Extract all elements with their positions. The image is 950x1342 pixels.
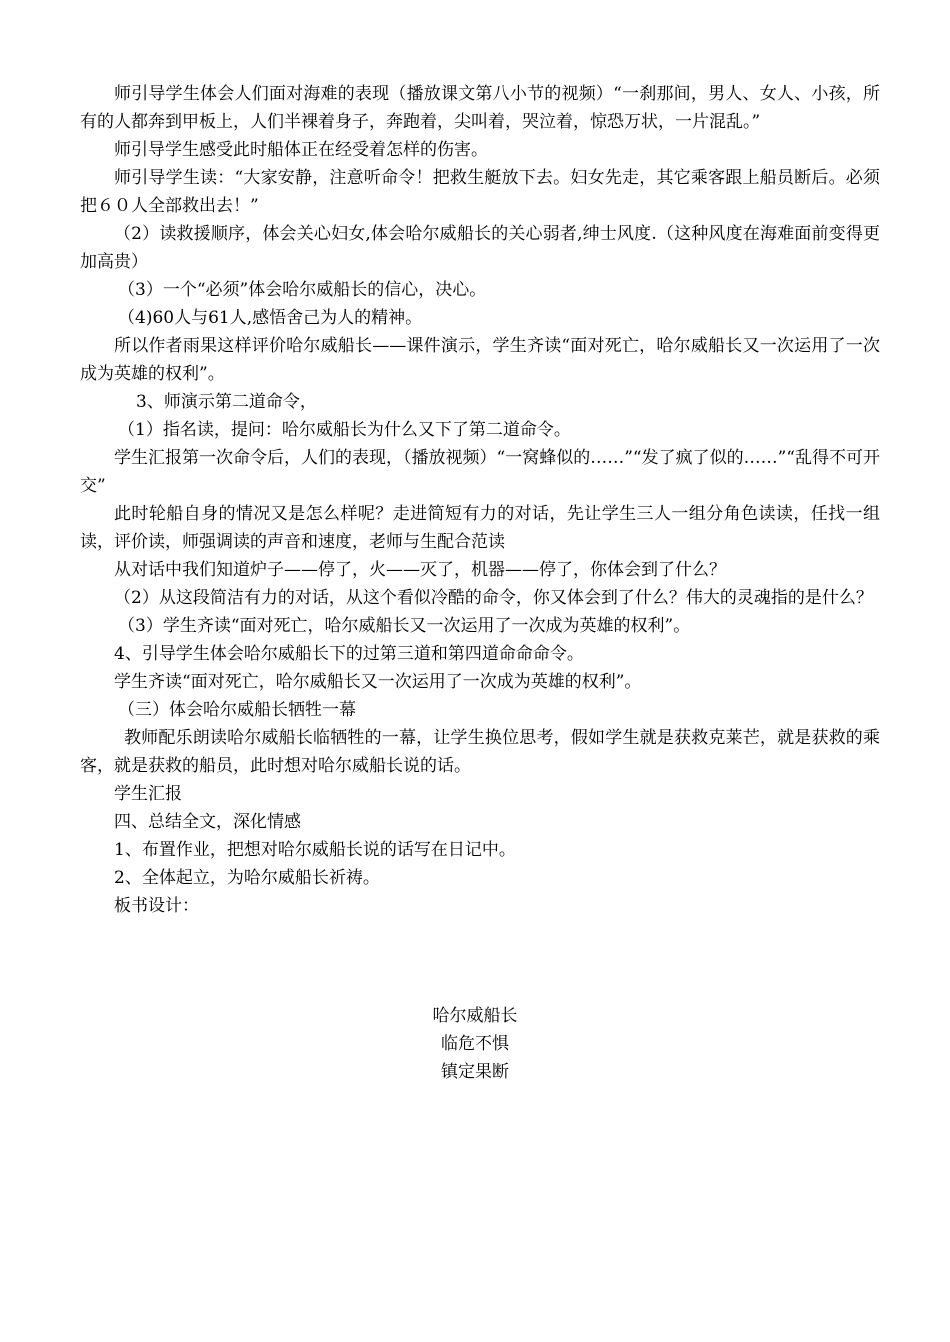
- paragraph: 3、师演示第二道命令，: [136, 392, 317, 412]
- paragraph: 师引导学生体会人们面对海难的表现（播放课文第八小节的视频）“一刹那间，男人、女人、小孩，所有的人都奔到甲板上，人们半裸着身子，奔跑着，尖叫着，哭泣着，惊恐万状，一片混乱。”: [80, 84, 880, 132]
- paragraph: （2）读救援顺序，体会关心妇女,体会哈尔威船长的关心弱者,绅士风度.（这种风度在海难面前变得更加高贵）: [80, 224, 880, 272]
- section-heading: （三）体会哈尔威船长牺牲一幕: [118, 700, 356, 720]
- paragraph: 所以作者雨果这样评价哈尔威船长——课件演示，学生齐读“面对死亡，哈尔威船长又一次运用了一次成为英雄的权利”。: [80, 336, 880, 384]
- paragraph: 师引导学生感受此时船体正在经受着怎样的伤害。: [114, 140, 488, 160]
- paragraph: 教师配乐朗读哈尔威船长临牺牲的一幕，让学生换位思考，假如学生就是获救克莱芒，就是获救的乘客，就是获救的船员，此时想对哈尔威船长说的话。: [80, 728, 880, 776]
- paragraph: （3）一个“必须”体会哈尔威船长的信心，决心。: [118, 280, 487, 300]
- paragraph: 此时轮船自身的情况又是怎么样呢？走进简短有力的对话，先让学生三人一组分角色读读，任找一组读，评价读，师强调读的声音和速度，老师与生配合范读: [80, 504, 880, 552]
- section-heading: 四、总结全文，深化情感: [114, 812, 301, 832]
- paragraph: 从对话中我们知道炉子——停了，火——灭了，机器——停了，你体会到了什么？: [114, 560, 726, 580]
- paragraph: 4、引导学生体会哈尔威船长下的过第三道和第四道命命命令。: [114, 644, 584, 664]
- board-line: 镇定果断: [441, 1062, 509, 1082]
- paragraph: 1、布置作业，把想对哈尔威船长说的话写在日记中。: [114, 840, 516, 860]
- paragraph: 2、全体起立，为哈尔威船长祈祷。: [114, 868, 380, 888]
- paragraph: 学生齐读“面对死亡，哈尔威船长又一次运用了一次成为英雄的权利”。: [114, 672, 642, 692]
- paragraph: （3）学生齐读“面对死亡，哈尔威船长又一次运用了一次成为英雄的权利”。: [118, 616, 691, 636]
- paragraph: 学生汇报第一次命令后，人们的表现，（播放视频）“一窝蜂似的……”“发了疯了似的……”“乱得不可开交”: [80, 448, 880, 496]
- board-design: [0, 1002, 950, 1086]
- paragraph: （4)60人与61人,感悟舍己为人的精神。: [118, 308, 423, 328]
- board-design-label: 板书设计：: [114, 896, 199, 916]
- paragraph: （1）指名读，提问：哈尔威船长为什么又下了第二道命令。: [118, 420, 571, 440]
- board-line: 临危不惧: [441, 1034, 509, 1054]
- document-body: [80, 80, 880, 920]
- paragraph: 师引导学生读：“大家安静，注意听命令！把救生艇放下去。妇女先走，其它乘客跟上船员断后。必须把６０人全部救出去！”: [80, 168, 880, 216]
- board-line: 哈尔威船长: [432, 1006, 518, 1026]
- paragraph: 学生汇报: [114, 784, 182, 804]
- paragraph: （2）从这段简洁有力的对话，从这个看似冷酷的命令，你又体会到了什么？伟大的灵魂指的是什么？: [114, 588, 873, 608]
